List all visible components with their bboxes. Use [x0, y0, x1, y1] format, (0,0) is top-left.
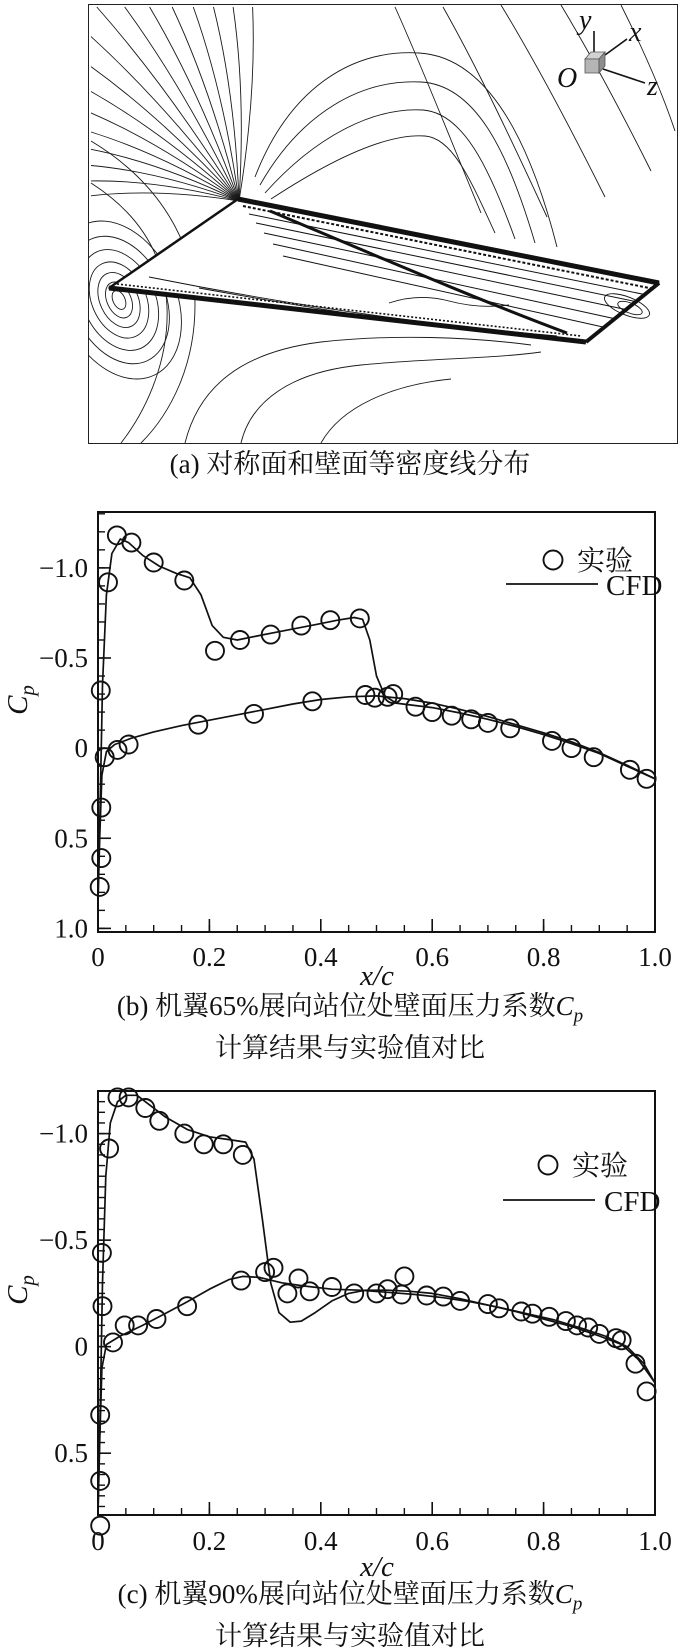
y-axis-label: $C_p$	[2, 1275, 39, 1305]
experiment-point	[323, 1278, 341, 1296]
experiment-point	[120, 736, 138, 754]
cfd-curve	[98, 696, 655, 902]
experiment-point	[178, 1297, 196, 1315]
caption-c-line2: 计算结果与实验值对比	[215, 1621, 485, 1650]
experiment-point	[232, 1272, 250, 1290]
x-tick-label: 0.2	[192, 1526, 227, 1556]
x-tick-label: 0.8	[526, 942, 561, 972]
legend-cfd-label: CFD	[604, 1186, 661, 1218]
experiment-point	[91, 878, 109, 896]
cfd-curve	[98, 539, 655, 901]
experiment-point	[104, 1333, 122, 1351]
x-tick-label: 0.4	[303, 942, 338, 972]
y-tick-label: 0.5	[54, 1438, 88, 1469]
x-tick-label: 0.6	[415, 942, 450, 972]
y-tick-label: 1.0	[54, 913, 88, 944]
axis-x-label: x	[629, 17, 642, 48]
y-tick-label: −0.5	[39, 643, 88, 674]
experiment-point	[423, 703, 441, 721]
caption-c-line1: (c) 机翼90%展向站位处壁面压力系数$C_p$	[117, 1579, 583, 1615]
contour-line	[150, 7, 239, 201]
experiment-point	[543, 732, 561, 750]
y-axis-label: $C_p$	[2, 685, 39, 715]
x-tick-label: 0.6	[415, 1526, 450, 1556]
caption-panel-b	[0, 990, 700, 1065]
x-tick-label: 0	[91, 942, 105, 972]
experiment-point	[638, 770, 656, 788]
x-axis-label: x/c	[360, 960, 394, 992]
contour-line	[214, 7, 240, 201]
experiment-point	[395, 1267, 413, 1285]
cube-front-face	[585, 59, 599, 73]
root-vortex-spiral	[89, 201, 206, 400]
contour-plot-canvas	[89, 5, 677, 443]
y-tick-label: −1.0	[39, 552, 88, 583]
y-tick-label: 0	[74, 1331, 88, 1362]
wing-surface-contours	[109, 199, 659, 342]
z-axis-line	[603, 69, 645, 83]
experiment-point	[189, 716, 207, 734]
experiment-point	[175, 572, 193, 590]
experiment-point	[92, 682, 110, 700]
contour-fan	[91, 7, 253, 201]
legend-cfd-label: CFD	[606, 570, 663, 602]
x-tick-label: 1.0	[638, 942, 672, 972]
y-tick-label: 0.5	[54, 823, 88, 854]
experiment-point	[92, 849, 110, 867]
caption-panel-c	[0, 1578, 700, 1650]
x-tick-label: 0	[91, 1526, 105, 1556]
cp-chart-90-span	[0, 1066, 700, 1580]
experiment-point	[501, 719, 519, 737]
x-tick-label: 0.8	[526, 1526, 561, 1556]
experiment-point	[122, 534, 140, 552]
experiment-point	[278, 1284, 296, 1302]
experiment-point	[443, 707, 461, 725]
axis-y-label: y	[579, 5, 592, 36]
caption-b-line2: 计算结果与实验值对比	[215, 1033, 485, 1064]
experiment-point	[150, 1112, 168, 1130]
experiment-point	[93, 1244, 111, 1262]
caption-b-line1: (b) 机翼65%展向站位处壁面压力系数$C_p$	[116, 991, 584, 1027]
experiment-point	[195, 1135, 213, 1153]
legend-experiment-label: 实验	[572, 1151, 629, 1182]
cfd-curve	[98, 1276, 655, 1513]
contour-line	[125, 7, 239, 201]
panel-a-contour-plot	[88, 4, 678, 444]
x-tick-label: 0.4	[303, 1526, 338, 1556]
x-tick-label: 1.0	[638, 1526, 672, 1556]
x-tick-label: 0.2	[192, 942, 227, 972]
caption-a-text: (a) 对称面和壁面等密度线分布	[169, 449, 531, 479]
caption-panel-a	[0, 448, 700, 481]
legend-experiment-label: 实验	[577, 546, 634, 577]
x-axis-line	[605, 39, 627, 55]
experiment-point	[234, 1146, 252, 1164]
y-tick-label: −1.0	[39, 1118, 88, 1149]
y-tick-label: 0	[74, 733, 88, 764]
legend-experiment-marker	[544, 551, 563, 570]
experiment-point	[301, 1282, 319, 1300]
experiment-point	[245, 705, 263, 723]
y-tick-label: −0.5	[39, 1225, 88, 1256]
legend-experiment-marker	[539, 1156, 558, 1175]
experiment-point	[368, 1284, 386, 1302]
x-axis-label: x/c	[360, 1551, 394, 1580]
contour-line	[91, 37, 239, 201]
cp-chart-65-span	[0, 486, 700, 992]
contour-line	[97, 7, 239, 201]
axis-z-label: z	[647, 71, 658, 102]
experiment-point	[638, 1382, 656, 1400]
axis-origin-label: O	[557, 63, 578, 94]
experiment-point	[206, 642, 224, 660]
